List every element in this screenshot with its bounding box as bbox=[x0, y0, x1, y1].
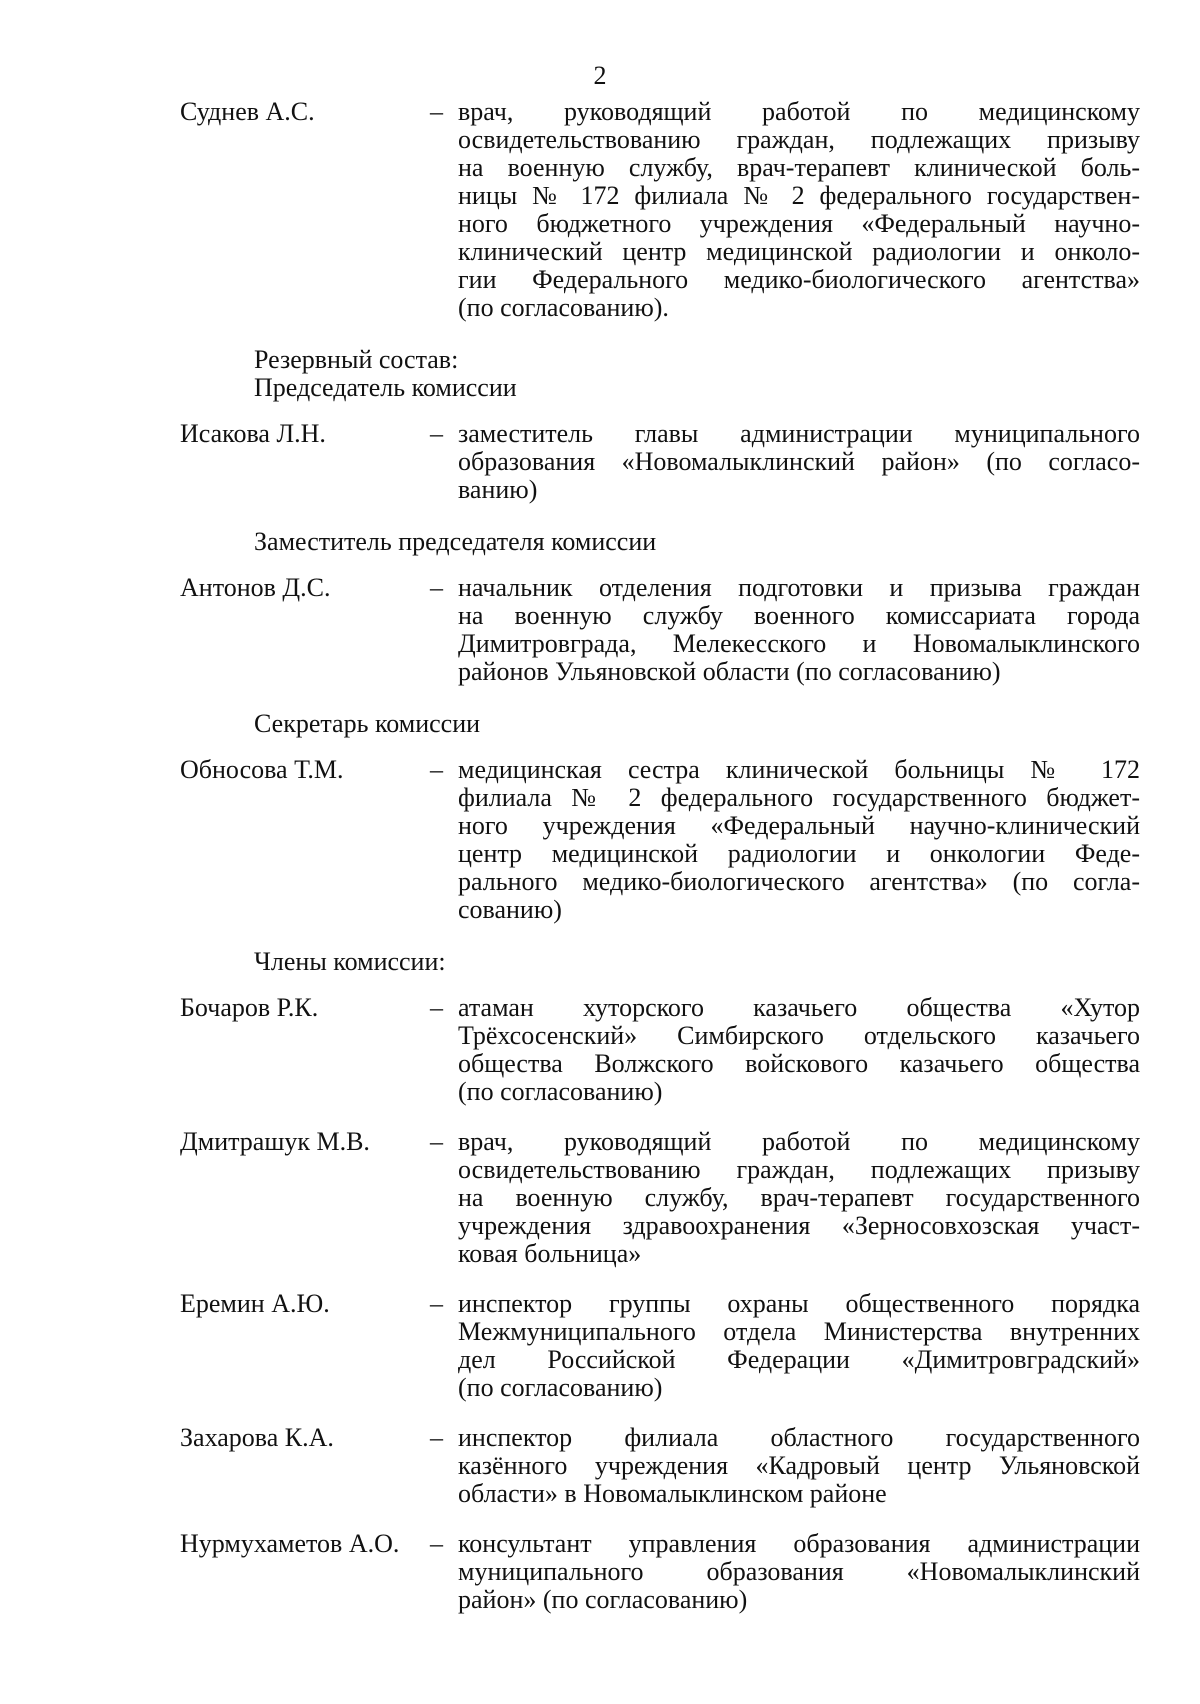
person-entry bbox=[180, 1530, 1150, 1614]
position-line: гии Федерального медико-биологического агентства» bbox=[458, 265, 1140, 294]
position-line: освидетельствованию граждан, подлежащих призыву bbox=[458, 1155, 1140, 1184]
entry-dash: – bbox=[430, 1529, 443, 1558]
person-entry bbox=[180, 98, 1150, 322]
person-entry bbox=[180, 1424, 1150, 1508]
person-name: Нурмухаметов А.О. bbox=[180, 1529, 400, 1558]
position-line: (по согласованию) bbox=[458, 1373, 663, 1402]
person-name: Дмитрашук М.В. bbox=[180, 1127, 370, 1156]
position-line: на военную службу, врач-терапевт клинической боль- bbox=[458, 153, 1140, 182]
position-line: инспектор филиала областного государственного bbox=[458, 1423, 1140, 1452]
position-line: рального медико-биологического агентства» (по согла- bbox=[458, 867, 1140, 896]
position-line: области» в Новомалыклинском районе bbox=[458, 1479, 887, 1508]
deputy-heading: Заместитель председателя комиссии bbox=[254, 527, 657, 556]
person-position bbox=[458, 1530, 1140, 1614]
position-line: район» (по согласованию) bbox=[458, 1585, 748, 1614]
position-line: ванию) bbox=[458, 475, 538, 504]
person-name: Антонов Д.С. bbox=[180, 573, 331, 602]
position-line: учреждения здравоохранения «Зерносовхозская участ- bbox=[458, 1211, 1140, 1240]
main-entries bbox=[180, 98, 1150, 322]
person-entry bbox=[180, 756, 1150, 924]
person-position bbox=[458, 1424, 1140, 1508]
position-line: врач, руководящий работой по медицинскому bbox=[458, 97, 1140, 126]
position-line: (по согласованию) bbox=[458, 1077, 663, 1106]
document-content bbox=[180, 98, 1150, 1614]
position-line: инспектор группы охраны общественного порядка bbox=[458, 1289, 1140, 1318]
entry-dash: – bbox=[430, 419, 443, 448]
position-line: Трёхсосенский» Симбирского отдельского казачьего bbox=[458, 1021, 1140, 1050]
position-line: ковая больница» bbox=[458, 1239, 642, 1268]
person-name: Исакова Л.Н. bbox=[180, 419, 326, 448]
person-position bbox=[458, 994, 1140, 1106]
position-line: консультант управления образования администрации bbox=[458, 1529, 1140, 1558]
secretary-heading: Секретарь комиссии bbox=[254, 709, 481, 738]
position-line: общества Волжского войскового казачьего общества bbox=[458, 1049, 1140, 1078]
person-position bbox=[458, 1290, 1140, 1402]
position-line: образования «Новомалыклинский район» (по согласо- bbox=[458, 447, 1140, 476]
chair-entry-container bbox=[180, 420, 1150, 504]
chair-heading: Председатель комиссии bbox=[254, 373, 517, 402]
position-line: ного учреждения «Федеральный научно-клинический bbox=[458, 811, 1140, 840]
members-entries bbox=[180, 994, 1150, 1614]
position-line: освидетельствованию граждан, подлежащих призыву bbox=[458, 125, 1140, 154]
person-position bbox=[458, 420, 1140, 504]
position-line: заместитель главы администрации муниципального bbox=[458, 419, 1140, 448]
entry-dash: – bbox=[430, 755, 443, 784]
person-entry bbox=[180, 1290, 1150, 1402]
person-name: Обносова Т.М. bbox=[180, 755, 344, 784]
position-line: медицинская сестра клинической больницы № 172 bbox=[458, 755, 1140, 784]
position-line: (по согласованию). bbox=[458, 293, 669, 322]
person-position bbox=[458, 756, 1140, 924]
person-position bbox=[458, 574, 1140, 686]
person-name: Бочаров Р.К. bbox=[180, 993, 319, 1022]
position-line: начальник отделения подготовки и призыва граждан bbox=[458, 573, 1140, 602]
person-name: Захарова К.А. bbox=[180, 1423, 334, 1452]
reserve-heading: Резервный состав: bbox=[254, 345, 459, 374]
person-name: Еремин А.Ю. bbox=[180, 1289, 330, 1318]
position-line: Димитровграда, Мелекесского и Новомалыклинского bbox=[458, 629, 1140, 658]
person-entry bbox=[180, 420, 1150, 504]
entry-dash: – bbox=[430, 993, 443, 1022]
position-line: казённого учреждения «Кадровый центр Ульяновской bbox=[458, 1451, 1140, 1480]
deputy-entry-container bbox=[180, 574, 1150, 686]
position-line: ницы № 172 филиала № 2 федерального государствен- bbox=[458, 181, 1140, 210]
entry-dash: – bbox=[430, 1127, 443, 1156]
entry-dash: – bbox=[430, 573, 443, 602]
position-line: на военную службу, врач-терапевт государственного bbox=[458, 1183, 1140, 1212]
entry-dash: – bbox=[430, 1289, 443, 1318]
person-position bbox=[458, 98, 1140, 322]
person-entry bbox=[180, 1128, 1150, 1268]
secretary-entry-container bbox=[180, 756, 1150, 924]
position-line: ного бюджетного учреждения «Федеральный научно- bbox=[458, 209, 1140, 238]
position-line: филиала № 2 федерального государственного бюджет- bbox=[458, 783, 1140, 812]
person-entry bbox=[180, 574, 1150, 686]
members-heading: Члены комиссии: bbox=[254, 947, 446, 976]
page-number: 2 bbox=[593, 61, 607, 90]
position-line: атаман хуторского казачьего общества «Хутор bbox=[458, 993, 1140, 1022]
position-line: врач, руководящий работой по медицинскому bbox=[458, 1127, 1140, 1156]
entry-dash: – bbox=[430, 1423, 443, 1452]
position-line: центр медицинской радиологии и онкологии Феде- bbox=[458, 839, 1140, 868]
person-name: Суднев А.С. bbox=[180, 97, 315, 126]
position-line: на военную службу военного комиссариата города bbox=[458, 601, 1140, 630]
position-line: муниципального образования «Новомалыклинский bbox=[458, 1557, 1140, 1586]
position-line: клинический центр медицинской радиологии и онколо- bbox=[458, 237, 1140, 266]
position-line: сованию) bbox=[458, 895, 562, 924]
person-position bbox=[458, 1128, 1140, 1268]
entry-dash: – bbox=[430, 97, 443, 126]
position-line: Межмуниципального отдела Министерства внутренних bbox=[458, 1317, 1140, 1346]
person-entry bbox=[180, 994, 1150, 1106]
position-line: районов Ульяновской области (по согласованию) bbox=[458, 657, 1001, 686]
position-line: дел Российской Федерации «Димитровградский» bbox=[458, 1345, 1140, 1374]
